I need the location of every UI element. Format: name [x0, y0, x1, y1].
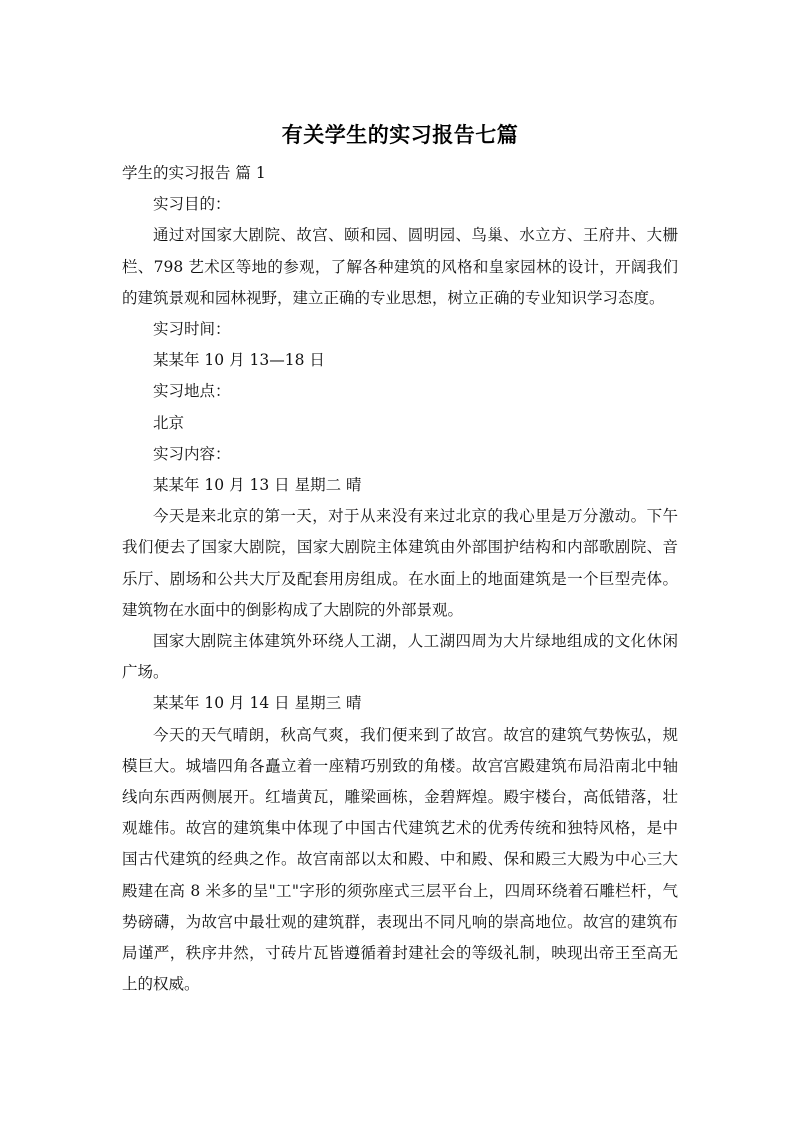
paragraph-day2-body: 今天的天气晴朗，秋高气爽，我们便来到了故宫。故宫的建筑气势恢弘，规模巨大。城墙四角各矗立着一座精巧别致的角楼。故宫宫殿建筑布局沿南北中轴线向东西两侧展开。红墙黄瓦，雕梁画栋，金碧辉煌。殿宇楼台，高低错落，壮观雄伟。故宫的建筑集中体现了中国古代建筑艺术的优秀传统和独特风格，是中国古代建筑的经典之作。故宫南部以太和殿、中和殿、保和殿三大殿为中心三大殿建在高 8 米多的呈"工"字形的须弥座式三层平台上，四周环绕着石雕栏杆，气势磅礴，为故宫中最壮观的建筑群，表现出不同凡响的崇高地位。故宫的建筑布局谨严，秩序井然，寸砖片瓦皆遵循着封建社会的等级礼制，映现出帝王至高无上的权威。 [122, 725, 678, 994]
document-body [122, 158, 678, 1000]
paragraph-location-label: 实习地点： [153, 382, 231, 401]
paragraph-date-day2: 某某年 10 月 14 日 星期三 晴 [153, 694, 362, 713]
paragraph-time: 某某年 10 月 13—18 日 [153, 351, 325, 370]
paragraph-day1-lake: 国家大剧院主体建筑外环绕人工湖，人工湖四周为大片绿地组成的文化休闲广场。 [122, 632, 678, 682]
paragraph-location: 北京 [153, 413, 185, 432]
paragraph-day1-body: 今天是来北京的第一天，对于从来没有来过北京的我心里是万分激动。下午我们便去了国家大剧院，国家大剧院主体建筑由外部围护结构和内部歌剧院、音乐厅、剧场和公共大厅及配套用房组成。在水面上的地面建筑是一个巨型壳体。建筑物在水面中的倒影构成了大剧院的外部景观。 [122, 507, 678, 619]
paragraph-time-label: 实习时间： [153, 320, 231, 339]
paragraph-purpose-label: 实习目的： [153, 195, 231, 214]
paragraph-purpose: 通过对国家大剧院、故宫、颐和园、圆明园、鸟巢、水立方、王府井、大栅栏、798 艺术区等地的参观，了解各种建筑的风格和皇家园林的设计，开阔我们的建筑景观和园林视野，建立正确的专业思想，树立正确的专业知识学习态度。 [122, 226, 678, 307]
section-heading: 学生的实习报告 篇 1 [122, 164, 266, 182]
document-title: 有关学生的实习报告七篇 [281, 123, 519, 147]
paragraph-content-label: 实习内容： [153, 444, 231, 463]
paragraph-date-day1: 某某年 10 月 13 日 星期二 晴 [153, 476, 362, 495]
